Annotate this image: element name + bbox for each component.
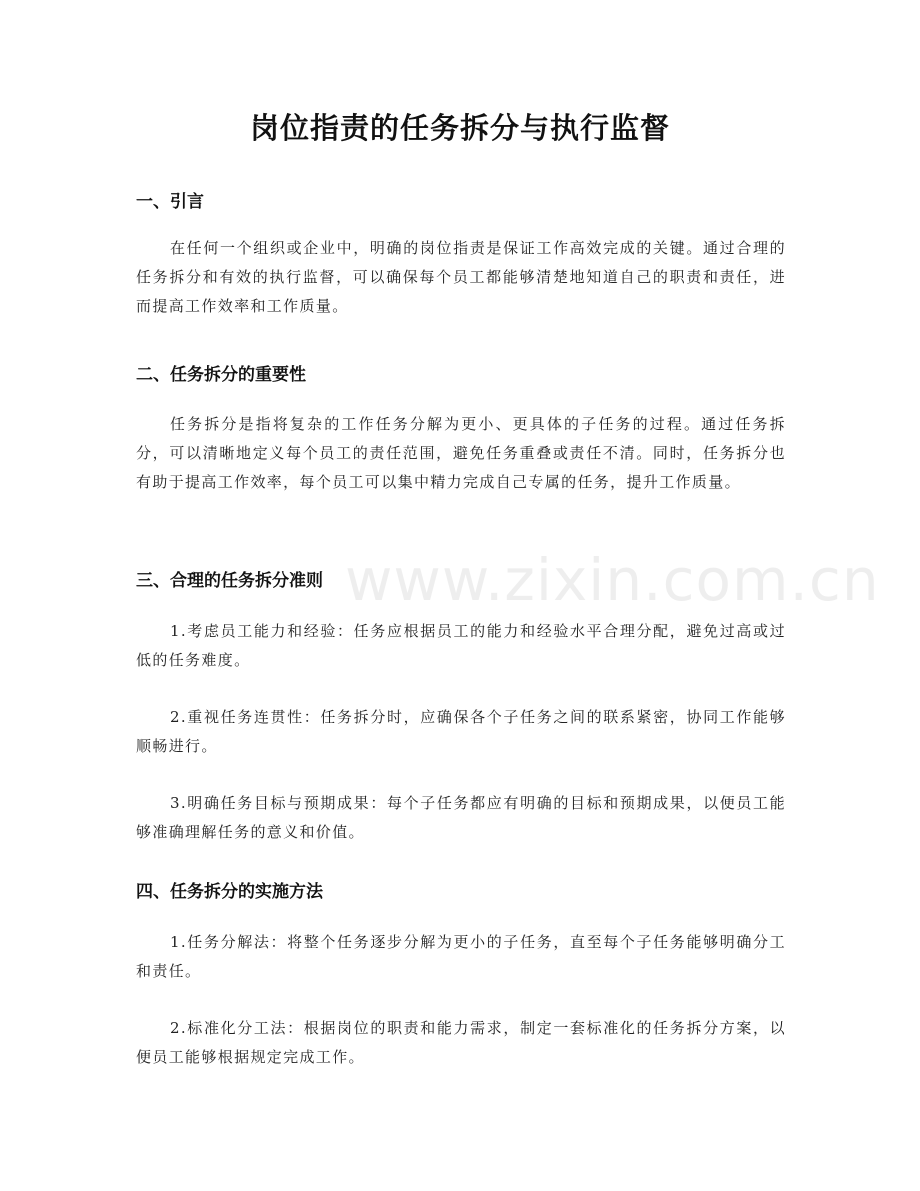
paragraph-principle-3: 3.明确任务目标与预期成果：每个子任务都应有明确的目标和预期成果，以便员工能够准确理解任务的意义和价值。 — [136, 794, 786, 841]
watermark-text: www.zixin.com.cn — [345, 546, 880, 614]
section-heading-methods: 四、任务拆分的实施方法 — [136, 882, 323, 902]
paragraph-importance: 任务拆分是指将复杂的工作任务分解为更小、更具体的子任务的过程。通过任务拆分，可以清晰地定义每个员工的责任范围，避免任务重叠或责任不清。同时，任务拆分也有助于提高工作效率，每个员工可以集中精力完成自己专属的任务，提升工作质量。 — [136, 415, 786, 491]
section-heading-importance: 二、任务拆分的重要性 — [136, 365, 306, 385]
paragraph-method-1: 1.任务分解法：将整个任务逐步分解为更小的子任务，直至每个子任务能够明确分工和责任。 — [136, 933, 786, 980]
page-title: 岗位指责的任务拆分与执行监督 — [249, 111, 670, 145]
paragraph-introduction: 在任何一个组织或企业中，明确的岗位指责是保证工作高效完成的关键。通过合理的任务拆分和有效的执行监督，可以确保每个员工都能够清楚地知道自己的职责和责任，进而提高工作效率和工作质量。 — [136, 239, 786, 315]
paragraph-principle-2: 2.重视任务连贯性：任务拆分时，应确保各个子任务之间的联系紧密，协同工作能够顺畅进行。 — [136, 708, 786, 755]
section-heading-introduction: 一、引言 — [136, 192, 204, 212]
paragraph-method-2: 2.标准化分工法：根据岗位的职责和能力需求，制定一套标准化的任务拆分方案，以便员工能够根据规定完成工作。 — [136, 1019, 786, 1066]
section-heading-principles: 三、合理的任务拆分准则 — [136, 571, 323, 591]
paragraph-principle-1: 1.考虑员工能力和经验：任务应根据员工的能力和经验水平合理分配，避免过高或过低的任务难度。 — [136, 622, 786, 669]
